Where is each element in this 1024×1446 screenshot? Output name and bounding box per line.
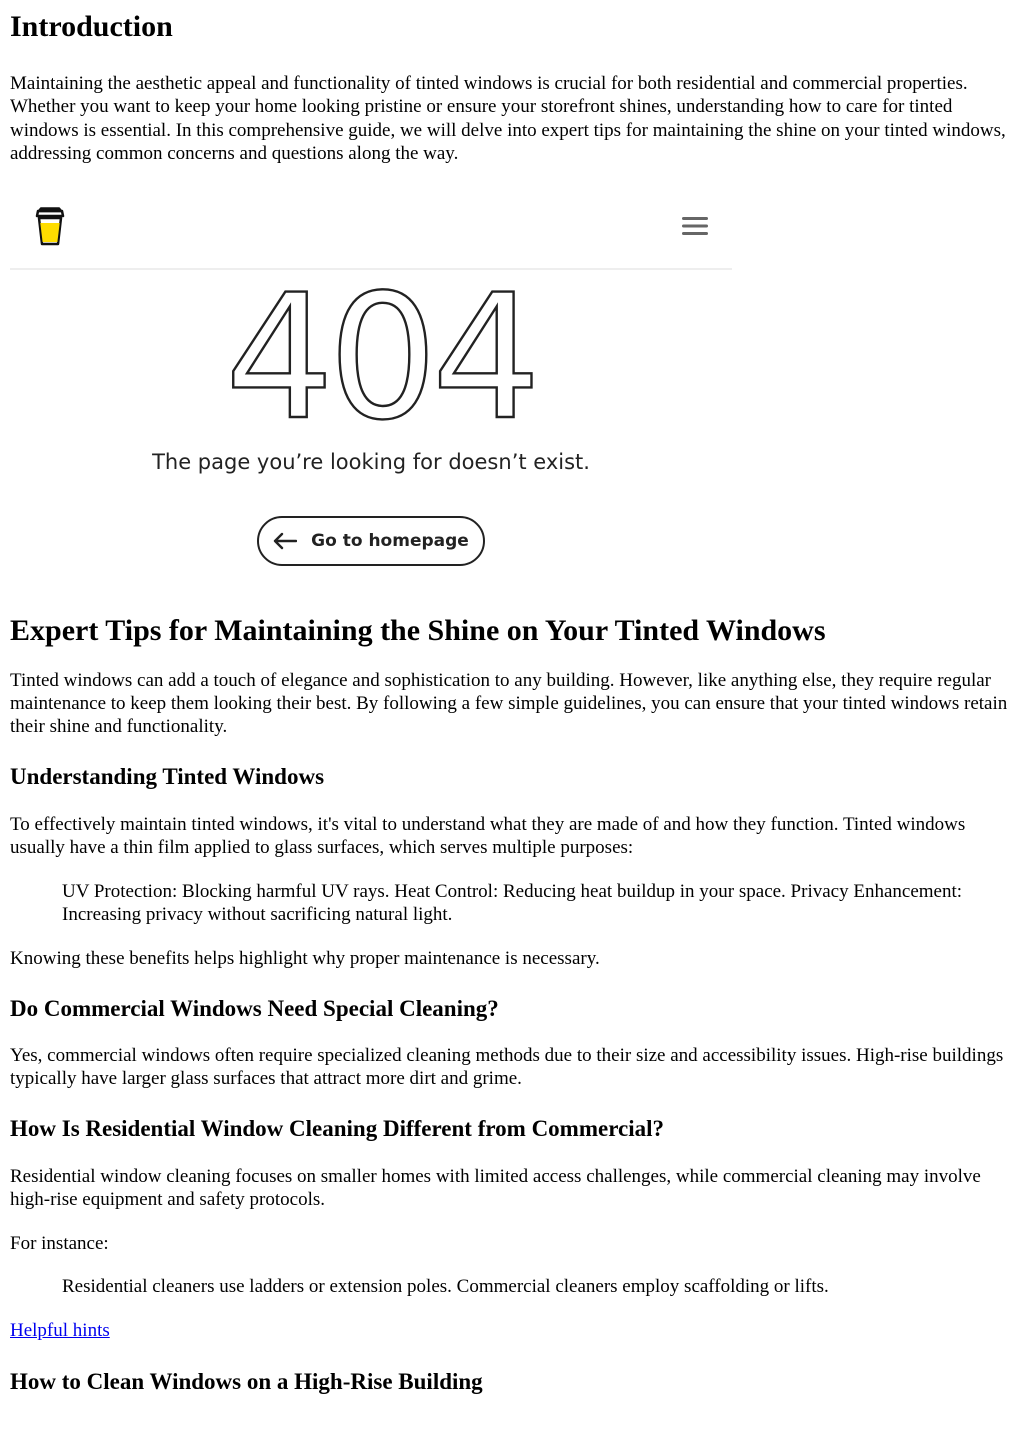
section-heading-highrise: How to Clean Windows on a High-Rise Building: [10, 1368, 483, 1394]
go-to-homepage-label: Go to homepage: [311, 530, 469, 551]
understanding-paragraph: To effectively maintain tinted windows, it's vital to understand what they are made of and how they function. Tinted windows usually have a thin film applied to glass surfaces, which serves multiple purposes:: [10, 813, 966, 859]
section-heading-commercial: Do Commercial Windows Need Special Cleaning?: [10, 995, 499, 1021]
not-found-message: The page you’re looking for doesn’t exist.: [152, 449, 590, 474]
arrow-left-icon: [273, 532, 297, 550]
benefits-summary: Knowing these benefits helps highlight why proper maintenance is necessary.: [10, 948, 600, 970]
hamburger-menu-icon[interactable]: [682, 216, 708, 236]
residential-paragraph: Residential window cleaning focuses on smaller homes with limited access challenges, while commercial cleaning may involve high-rise equipment and safety protocols.: [10, 1165, 981, 1211]
article-title: Expert Tips for Maintaining the Shine on Your Tinted Windows: [10, 613, 826, 647]
section-heading-residential: How Is Residential Window Cleaning Different from Commercial?: [10, 1115, 664, 1141]
embedded-404-page: [10, 200, 732, 585]
cleaners-quote: Residential cleaners use ladders or extension poles. Commercial cleaners employ scaffolding or lifts.: [62, 1275, 829, 1297]
embed-header: [10, 200, 732, 270]
article-lead: Tinted windows can add a touch of elegance and sophistication to any building. However, like anything else, they require regular maintenance to keep them looking their best. By following a few simple guidelines, you can ensure that your tinted windows retain their shine and functionality.: [10, 669, 1008, 738]
section-heading-understanding: Understanding Tinted Windows: [10, 763, 325, 789]
intro-paragraph: Maintaining the aesthetic appeal and functionality of tinted windows is crucial for both residential and commercial properties. Whether you want to keep your home looking pristine or ensure your storefront shines, understanding how to care for tinted windows is essential. In this comprehensive guide, we will delve into expert tips for maintaining the shine on your tinted windows, addressing common concerns and questions along the way.: [10, 73, 1006, 165]
helpful-hints-link[interactable]: Helpful hints: [10, 1320, 110, 1342]
intro-heading: Introduction: [10, 10, 173, 43]
commercial-paragraph: Yes, commercial windows often require specialized cleaning methods due to their size and accessibility issues. High-rise buildings typically have larger glass surfaces that attract more dirt and grime.: [10, 1044, 1004, 1090]
instance-label: For instance:: [10, 1232, 109, 1254]
error-code-text: 404: [224, 279, 536, 430]
benefits-quote: UV Protection: Blocking harmful UV rays. Heat Control: Reducing heat buildup in your space. Privacy Enhancement: Increasing privacy without sacrificing natural light.: [62, 880, 963, 926]
error-code-404: [200, 280, 560, 430]
go-to-homepage-button[interactable]: [257, 516, 485, 566]
coffee-cup-icon[interactable]: [35, 207, 65, 247]
